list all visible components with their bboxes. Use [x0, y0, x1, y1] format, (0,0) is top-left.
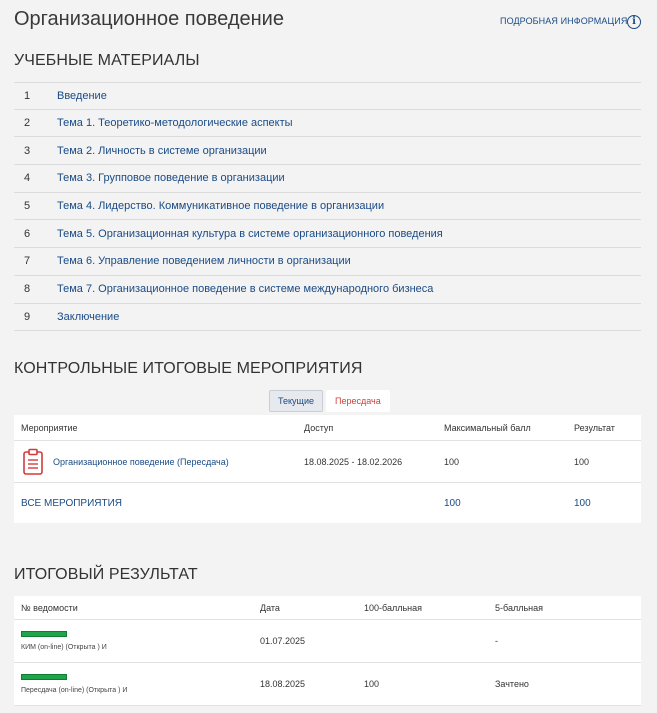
table-row: [14, 441, 641, 483]
final-title: ИТОГОВЫЙ РЕЗУЛЬТАТ: [14, 566, 198, 583]
total-max-score: 100: [444, 497, 461, 509]
item-number: 5: [24, 200, 31, 213]
col-score-5: 5-балльная: [495, 602, 543, 613]
material-link[interactable]: Заключение: [57, 310, 120, 323]
events-tabs: [269, 390, 390, 412]
item-number: 6: [24, 227, 31, 240]
material-link[interactable]: Тема 1. Теоретико-методологические аспекты: [57, 117, 293, 130]
material-link[interactable]: Тема 3. Групповое поведение в организации: [57, 172, 285, 185]
events-total-row: [14, 483, 641, 523]
item-number: 4: [24, 172, 31, 185]
status-bar: [21, 631, 67, 637]
col-event: Мероприятие: [21, 422, 78, 433]
sheet-score-5: -: [495, 636, 498, 646]
sheet-date: 01.07.2025: [260, 636, 306, 646]
material-link[interactable]: Тема 2. Личность в системе организации: [57, 144, 267, 157]
event-result: 100: [574, 456, 590, 467]
sheet-date: 18.08.2025: [260, 679, 306, 689]
material-link[interactable]: Введение: [57, 89, 107, 102]
sheet-score-5: Зачтено: [495, 679, 529, 689]
item-number: 8: [24, 283, 31, 296]
list-item: [14, 220, 641, 248]
list-item: [14, 276, 641, 304]
item-number: 9: [24, 310, 31, 323]
more-info-link[interactable]: ПОДРОБНАЯ ИНФОРМАЦИЯ: [500, 16, 628, 26]
event-link[interactable]: Организационное поведение (Пересдача): [53, 456, 229, 467]
item-number: 3: [24, 144, 31, 157]
material-link[interactable]: Тема 7. Организационное поведение в системе международного бизнеса: [57, 283, 434, 296]
list-item: [14, 304, 641, 332]
list-item: [14, 165, 641, 193]
list-item: [14, 137, 641, 165]
col-score-100: 100-балльная: [364, 602, 423, 613]
sheet-name: Пересдача (on-line) (Открыта ) И: [21, 687, 128, 694]
table-row: [14, 663, 641, 706]
page-title: Организационное поведение: [14, 8, 284, 30]
material-link[interactable]: Тема 6. Управление поведением личности в организации: [57, 255, 351, 268]
materials-list: [14, 82, 641, 331]
list-item: [14, 248, 641, 276]
material-link[interactable]: Тема 5. Организационная культура в системе организационного поведения: [57, 227, 443, 240]
total-result: 100: [574, 497, 591, 509]
status-bar: [21, 674, 67, 680]
sheet-name: КИМ (on-line) (Открыта ) И: [21, 644, 107, 651]
tab-current[interactable]: Текущие: [269, 390, 323, 412]
list-item: [14, 82, 641, 110]
event-max-score: 100: [444, 456, 460, 467]
all-events-link[interactable]: ВСЕ МЕРОПРИЯТИЯ: [21, 497, 123, 509]
sheet-score-100: 100: [364, 679, 380, 689]
col-result: Результат: [574, 422, 615, 433]
event-access: 18.08.2025 - 18.02.2026: [304, 456, 403, 467]
item-number: 7: [24, 255, 31, 268]
events-table: [14, 415, 641, 523]
material-link[interactable]: Тема 4. Лидерство. Коммуникативное поведение в организации: [57, 200, 385, 213]
info-icon[interactable]: i: [627, 15, 641, 29]
materials-title: УЧЕБНЫЕ МАТЕРИАЛЫ: [14, 52, 200, 69]
item-number: 1: [24, 89, 31, 102]
table-header: [14, 596, 641, 620]
final-results-table: [14, 596, 641, 706]
clipboard-icon: [21, 448, 45, 476]
col-sheet-number: № ведомости: [21, 602, 78, 613]
col-max-score: Максимальный балл: [444, 422, 531, 433]
tab-retake[interactable]: Пересдача: [326, 390, 390, 412]
list-item: [14, 110, 641, 138]
col-date: Дата: [260, 602, 280, 613]
item-number: 2: [24, 117, 31, 130]
list-item: [14, 193, 641, 221]
table-header: [14, 415, 641, 441]
events-title: КОНТРОЛЬНЫЕ ИТОГОВЫЕ МЕРОПРИЯТИЯ: [14, 360, 363, 377]
table-row: [14, 620, 641, 663]
col-access: Доступ: [304, 422, 334, 433]
